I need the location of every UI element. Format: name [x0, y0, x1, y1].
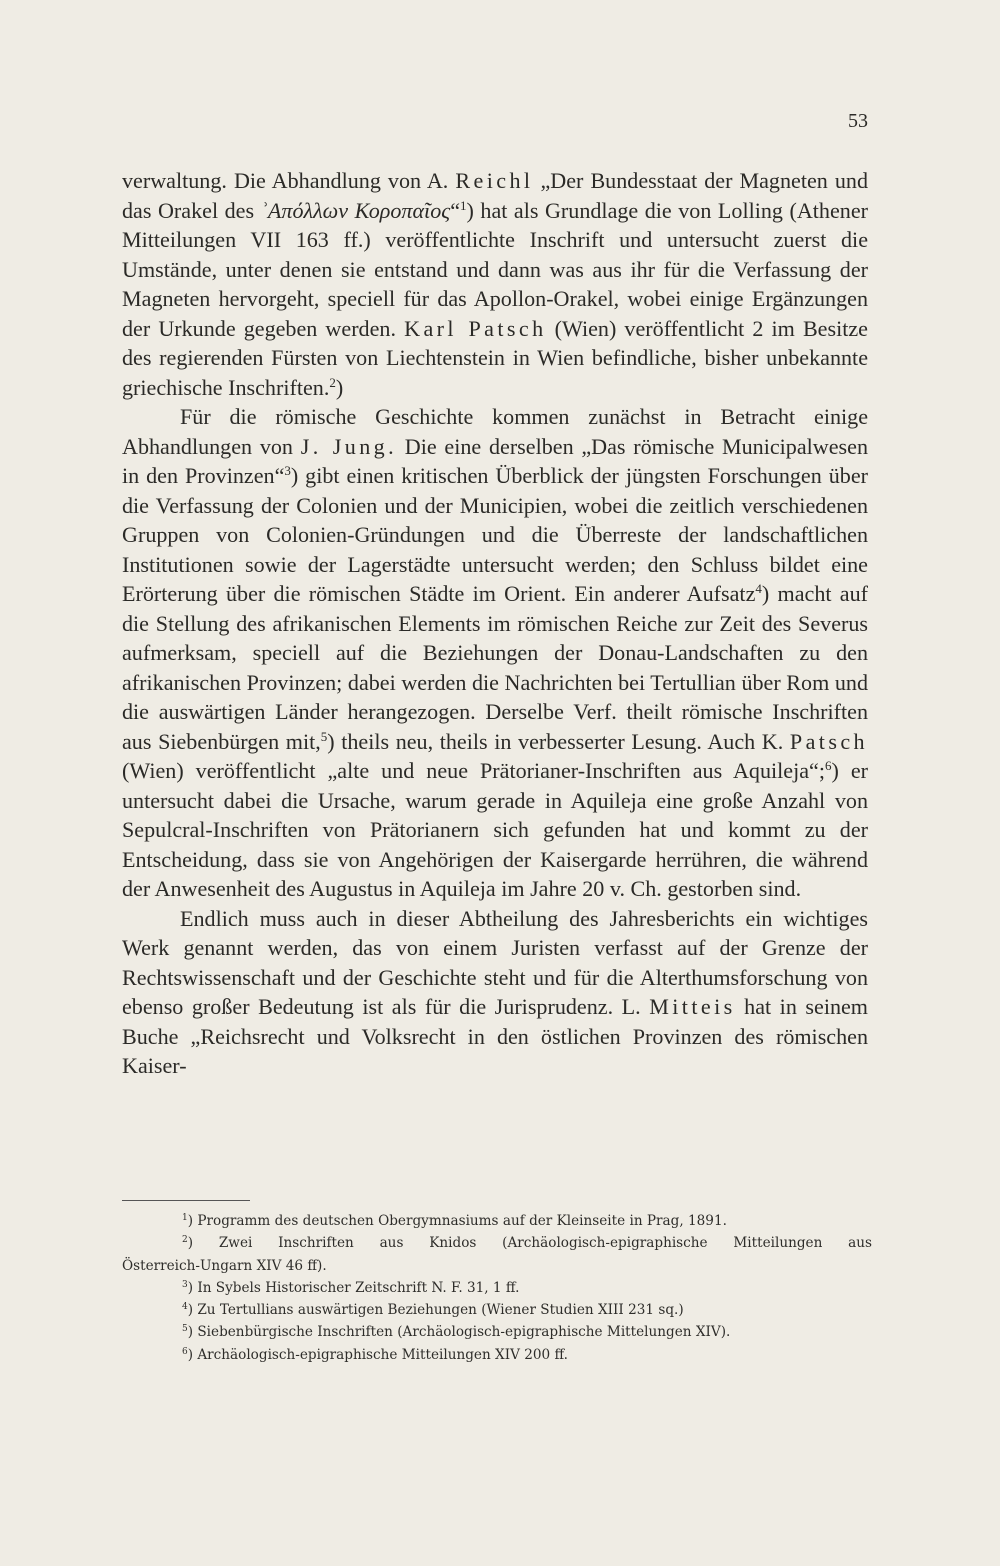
- author-name: Reichl: [455, 168, 534, 193]
- footnote-text: ) Zwei Inschriften aus Knidos (Archäologisch-epigraphische Mitteilungen aus: [187, 1235, 872, 1252]
- text-run: ) macht auf die Stellung des afrikanischen Elements im römischen Reiche zur Zeit des Severus aufmerksam, speciell auf die Beziehungen der Donau-Landschaften zu den afrikanischen Provinzen; dabei werden die Nachrichten bei Tertullian über Rom und die auswärtigen Länder herangezogen. Derselbe Verf. theilt römische Inschriften aus Siebenbürgen mit,: [122, 581, 868, 754]
- paragraph-3: [122, 904, 868, 1081]
- author-name: J. Jung.: [300, 433, 398, 459]
- footnote-ref: 2: [329, 374, 336, 390]
- footnotes: [122, 1210, 872, 1366]
- footnote-ref: 3: [284, 463, 291, 478]
- footnote-text: Österreich-Ungarn XIV 46 ff).: [122, 1257, 327, 1274]
- text-run: ) hat als Grundlage die von Lolling (Athener Mitteilungen VII 163 ff.) veröffentlichte Inschrift und untersucht zuerst die Umstände, unter denen sie entstand und dann was aus ihr für die Verfassung der Magneten hervorgeht, speciell für das Apollon-Orakel, wobei einige Ergänzungen der Urkunde gegeben werden.: [122, 197, 868, 341]
- footnote-2: [122, 1232, 872, 1254]
- text-run: „Der Bundesstaat der Magneten und das Orakel des: [122, 168, 868, 223]
- text-run: Die eine derselben „Das römische Municipalwesen in den Provinzen“: [122, 433, 869, 488]
- footnote-2-continued: [122, 1255, 872, 1277]
- footnote-ref: 5: [320, 728, 328, 744]
- footnote-text: ) Programm des deutschen Obergymnasiums auf der Kleinseite in Prag, 1891.: [187, 1213, 727, 1229]
- footnote-divider: [122, 1200, 250, 1201]
- text-run: “: [450, 197, 461, 223]
- author-name: Patsch: [789, 728, 868, 754]
- footnote-text: ) Siebenbürgische Inschriften (Archäologisch-epigraphische Mittelungen XIV).: [187, 1324, 731, 1341]
- footnote-mark: 6: [182, 1346, 188, 1357]
- greek-title: ʾΑπόλλων Κοροπαῖος: [260, 197, 451, 223]
- footnote-ref: 1: [460, 197, 467, 213]
- text-run: hat in seinem Buche „Reichsrecht und Volksrecht in den östlichen Provinzen des römischen Kaiser-: [122, 994, 868, 1078]
- footnote-text: ) Archäologisch-epigraphische Mitteilungen XIV 200 ff.: [187, 1346, 568, 1363]
- footnote-ref: 6: [825, 758, 832, 773]
- text-run: (Wien) veröffentlicht 2 im Besitze des regierenden Fürsten von Liechtenstein in Wien befindliche, bisher unbekannte griechische Inschriften.: [122, 315, 868, 400]
- footnote-1: [122, 1210, 872, 1232]
- footnote-mark: 2: [182, 1235, 188, 1246]
- footnote-ref: 4: [755, 581, 762, 596]
- footnote-3: [122, 1277, 872, 1299]
- text-run: verwaltung. Die Abhandlung von A.: [122, 168, 449, 193]
- paragraph-2: [122, 402, 868, 904]
- footnote-4: [122, 1299, 872, 1321]
- author-name: Mitteis: [649, 994, 736, 1019]
- footnote-5: [122, 1321, 872, 1343]
- main-text: [122, 166, 868, 1081]
- footnote-text: ) Zu Tertullians auswärtigen Beziehungen (Wiener Studien XIII 231 sq.): [187, 1302, 684, 1319]
- footnote-mark: 4: [182, 1302, 188, 1313]
- text-run: ) gibt einen kritischen Überblick der jüngsten Forschungen über die Verfassung der Colonien und der Municipien, wobei die zeitlich verschiedenen Gruppen von Colonien-Gründungen und die Überreste der landschaftlichen Institutionen sowie der Lagerstädte untersucht werden; den Schluss bildet eine Erörterung über die römischen Städte im Orient. Ein anderer Aufsatz: [122, 463, 868, 606]
- footnote-mark: 1: [182, 1213, 188, 1223]
- author-name: Karl Patsch: [404, 315, 547, 341]
- page-number: 53: [848, 110, 868, 132]
- footnote-mark: 5: [182, 1324, 188, 1335]
- text-run: ) theils neu, theils in verbesserter Lesung. Auch K.: [327, 728, 784, 754]
- footnote-text: ) In Sybels Historischer Zeitschrift N. F. 31, 1 ff.: [187, 1279, 520, 1296]
- text-run: ): [335, 374, 344, 400]
- footnote-mark: 3: [182, 1279, 188, 1290]
- text-run: Endlich muss auch in dieser Abtheilung des Jahresberichts ein wichtiges Werk genannt werden, das von einem Juristen verfasst auf der Grenze der Rechtswissenschaft und der Geschichte steht und für die Alterthumsforschung von ebenso großer Bedeutung ist als für die Jurisprudenz. L.: [122, 905, 868, 1019]
- footnote-6: [122, 1344, 872, 1366]
- text-run: ) er untersucht dabei die Ursache, warum gerade in Aquileja eine große Anzahl von Sepulcral-Inschriften von Prätorianern sich gefunden hat und kommt zu der Entscheidung, dass sie von Angehörigen der Kaisergarde herrühren, die während der Anwesenheit des Augustus in Aquileja im Jahre 20 v. Ch. gestorben sind.: [122, 758, 869, 901]
- text-run: (Wien) veröffentlicht „alte und neue Prätorianer-Inschriften aus Aquileja“;: [122, 758, 825, 783]
- paragraph-1: [122, 166, 868, 402]
- text-run: Für die römische Geschichte kommen zunächst in Betracht einige Abhandlungen von: [122, 404, 868, 459]
